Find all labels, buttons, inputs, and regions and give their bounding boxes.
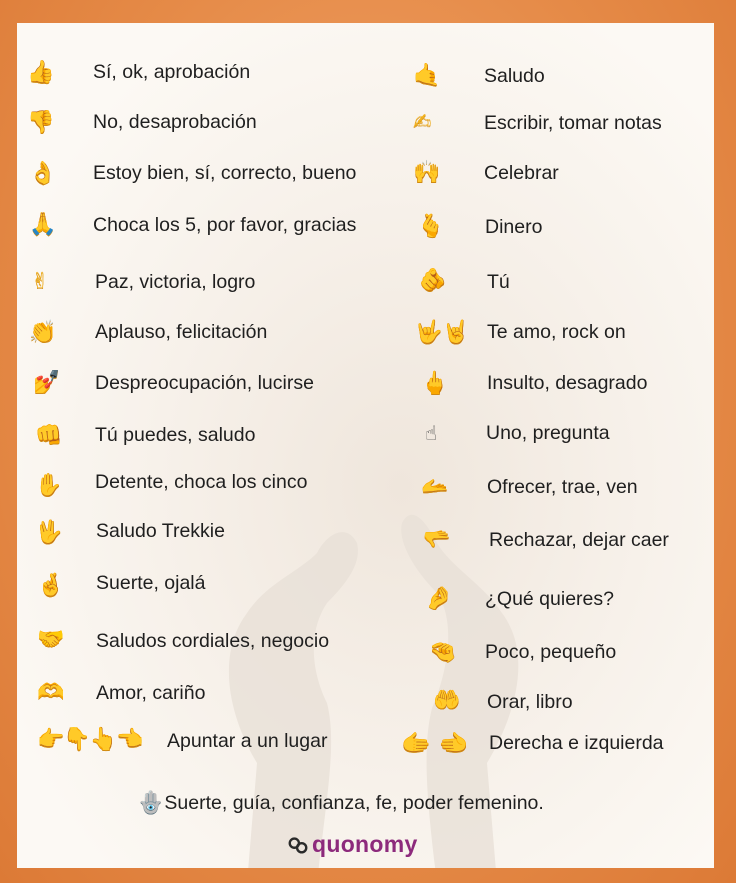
call-me-hand-icon: 🤙 [413, 63, 441, 88]
item-label: Ofrecer, trae, ven [487, 476, 638, 498]
item-label: Uno, pregunta [486, 422, 610, 444]
victory-hand-icon: ✌ [31, 269, 50, 294]
list-item [31, 262, 49, 302]
item-label: Estoy bien, sí, correcto, bueno [93, 162, 357, 184]
item-label: Dinero [485, 216, 543, 238]
brand-name: quonomy [312, 831, 418, 857]
left-right-hands-icon: 🫱 🫲 [401, 729, 469, 757]
item-label: Poco, pequeño [485, 641, 617, 663]
list-item [421, 467, 448, 507]
item-label: Apuntar a un lugar [167, 730, 328, 752]
raised-hand-icon: ✋ [35, 473, 63, 498]
list-item [37, 673, 64, 713]
item-label: Tú puedes, saludo [95, 424, 256, 446]
item-label: Insulto, desagrado [487, 372, 648, 394]
hamsa-icon: 🪬 [137, 791, 165, 816]
list-item [35, 513, 62, 553]
item-label: Escribir, tomar notas [484, 112, 662, 134]
item-label: Celebrar [484, 162, 559, 184]
index-up-icon: ☝ [425, 421, 438, 445]
love-you-rock-on-icon: 🤟🤘 [415, 320, 470, 345]
finger-snap-icon: 🫰 [417, 214, 445, 239]
pinching-hand-icon: 🤏 [429, 640, 457, 665]
crossed-fingers-icon: 🤞 [37, 573, 65, 598]
list-item [423, 520, 450, 560]
middle-finger-icon: 🖕 [421, 371, 449, 396]
item-label: Sí, ok, aprobación [93, 61, 251, 83]
list-item [33, 363, 60, 403]
thumbs-down-icon: 👎 [27, 110, 55, 135]
item-label: Amor, cariño [96, 682, 206, 704]
item-label: Tú [487, 271, 510, 293]
list-item [433, 681, 460, 721]
item-label: ¿Qué quieres? [485, 588, 614, 610]
item-label: Rechazar, dejar caer [489, 529, 669, 551]
list-item [413, 153, 440, 193]
footer-label: Suerte, guía, confianza, fe, poder femenino. [164, 792, 544, 815]
list-item [429, 633, 456, 673]
list-item [27, 53, 54, 93]
list-item [425, 579, 452, 619]
palm-down-icon: 🫳 [423, 527, 451, 552]
list-item [415, 313, 470, 353]
list-item [37, 620, 64, 660]
list-item [37, 566, 64, 606]
item-label: Saludos cordiales, negocio [96, 630, 330, 652]
pointing-at-viewer-icon: 🫵 [419, 268, 447, 293]
quonomy-logo-icon [287, 834, 309, 856]
vulcan-salute-icon: 🖖 [35, 520, 63, 545]
list-item [419, 261, 446, 301]
item-label: Orar, libro [487, 691, 573, 713]
list-item [29, 313, 56, 353]
nail-polish-icon: 💅 [33, 370, 61, 395]
pinched-fingers-icon: 🤌 [425, 586, 453, 611]
pointing-hands-icon: 👉👇👆👈 [37, 727, 143, 752]
writing-hand-icon: ✍ [413, 110, 432, 135]
fist-bump-icon: 👊 [35, 423, 63, 448]
item-label: No, desaprobación [93, 111, 257, 133]
list-item [425, 413, 437, 453]
thumbs-up-icon: 👍 [27, 60, 55, 85]
palms-up-together-icon: 🤲 [433, 688, 461, 713]
ok-hand-icon: 👌 [29, 161, 57, 186]
brand-logo [287, 831, 418, 858]
handshake-icon: 🤝 [37, 627, 65, 652]
list-item [29, 205, 56, 245]
item-label: Despreocupación, lucirse [95, 372, 314, 394]
item-label: Saludo Trekkie [96, 520, 225, 542]
item-label: Paz, victoria, logro [95, 271, 256, 293]
list-item [35, 466, 62, 506]
item-label: Saludo [484, 65, 545, 87]
folded-hands-icon: 🙏 [29, 212, 57, 237]
list-item [413, 103, 431, 143]
raising-hands-icon: 🙌 [413, 160, 441, 185]
item-label: Suerte, ojalá [96, 572, 206, 594]
list-item [29, 154, 56, 194]
palm-up-icon: 🫴 [421, 474, 449, 499]
item-label: Aplauso, felicitación [95, 321, 268, 343]
item-label: Choca los 5, por favor, gracias [93, 214, 357, 236]
emoji-meaning-card [17, 23, 714, 868]
item-label: Detente, choca los cinco [95, 471, 308, 493]
heart-hands-icon: 🫶 [37, 680, 65, 705]
list-item [401, 723, 468, 763]
list-item [35, 416, 62, 456]
footer-note [137, 793, 607, 815]
clapping-hands-icon: 👏 [29, 320, 57, 345]
list-item [417, 207, 444, 247]
list-item [37, 720, 143, 760]
list-item [421, 364, 448, 404]
item-label: Derecha e izquierda [489, 732, 664, 754]
list-item [27, 103, 54, 143]
list-item [413, 56, 440, 96]
item-label: Te amo, rock on [487, 321, 626, 343]
